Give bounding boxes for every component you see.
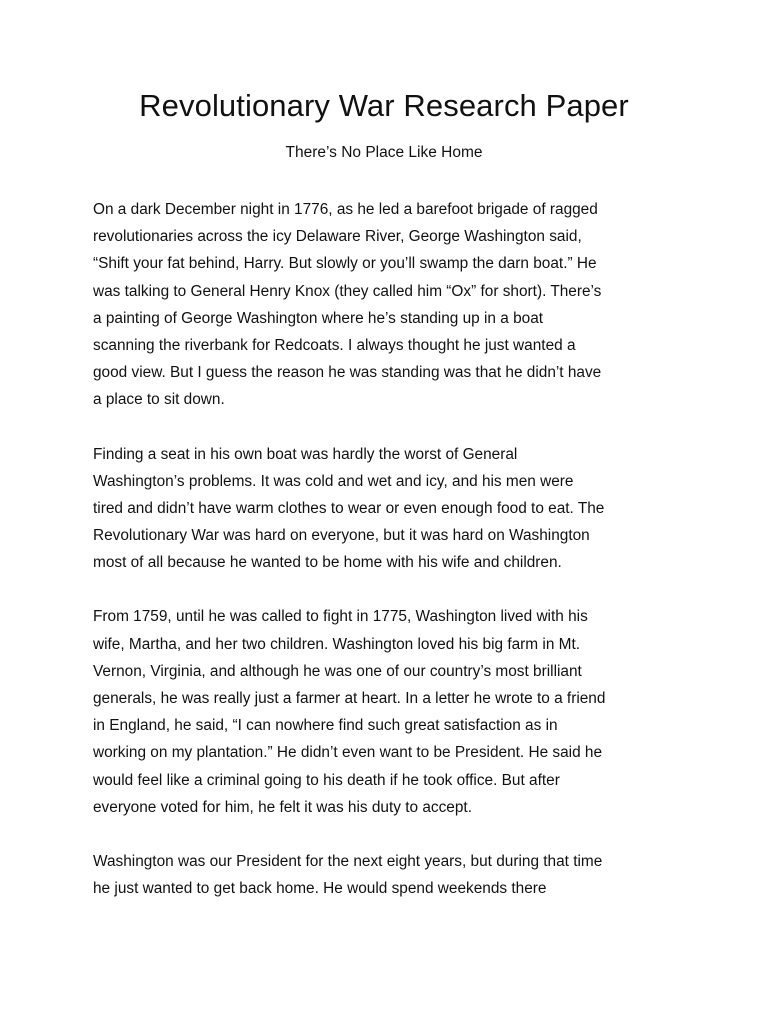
text-line: “Shift your fat behind, Harry. But slowly or you’ll swamp the darn boat.” He bbox=[93, 255, 597, 273]
page-subtitle: There’s No Place Like Home bbox=[285, 144, 483, 161]
paragraph-1 bbox=[93, 196, 683, 414]
paragraph-2 bbox=[93, 441, 683, 577]
paragraph-4 bbox=[93, 848, 683, 902]
text-line: tired and didn’t have warm clothes to wear or even enough food to eat. The bbox=[93, 499, 605, 517]
text-line: scanning the riverbank for Redcoats. I always thought he just wanted a bbox=[93, 336, 576, 354]
document-body bbox=[93, 196, 683, 929]
text-line: On a dark December night in 1776, as he led a barefoot brigade of ragged bbox=[93, 201, 598, 218]
text-line: generals, he was really just a farmer at heart. In a letter he wrote to a friend bbox=[93, 690, 606, 707]
text-line: Vernon, Virginia, and although he was one of our country’s most brilliant bbox=[93, 662, 582, 680]
text-line: in England, he said, “I can nowhere find such great satisfaction as in bbox=[93, 717, 558, 735]
text-line: would feel like a criminal going to his death if he took office. But after bbox=[93, 771, 560, 789]
text-line: good view. But I guess the reason he was standing was that he didn’t have bbox=[93, 364, 602, 382]
text-line: a painting of George Washington where he’s standing up in a boat bbox=[93, 309, 544, 327]
text-line: wife, Martha, and her two children. Washington loved his big farm in Mt. bbox=[93, 635, 581, 653]
text-line: working on my plantation.” He didn’t even want to be President. He said he bbox=[93, 744, 603, 762]
text-line: a place to sit down. bbox=[93, 391, 225, 409]
page-title: Revolutionary War Research Paper bbox=[139, 88, 629, 123]
text-line: everyone voted for him, he felt it was his duty to accept. bbox=[93, 798, 472, 816]
text-line: he just wanted to get back home. He would spend weekends there bbox=[93, 880, 547, 898]
text-line: Washington was our President for the next eight years, but during that time bbox=[93, 852, 603, 870]
text-line: From 1759, until he was called to fight in 1775, Washington lived with his bbox=[93, 608, 588, 626]
text-line: revolutionaries across the icy Delaware River, George Washington said, bbox=[93, 228, 582, 246]
text-line: most of all because he wanted to be home with his wife and children. bbox=[93, 554, 562, 572]
text-line: Finding a seat in his own boat was hardly the worst of General bbox=[93, 445, 518, 463]
text-line: Revolutionary War was hard on everyone, but it was hard on Washington bbox=[93, 527, 590, 545]
text-line: was talking to General Henry Knox (they called him “Ox” for short). There’s bbox=[93, 282, 602, 300]
paragraph-3 bbox=[93, 603, 683, 821]
text-line: Washington’s problems. It was cold and wet and icy, and his men were bbox=[93, 472, 574, 490]
